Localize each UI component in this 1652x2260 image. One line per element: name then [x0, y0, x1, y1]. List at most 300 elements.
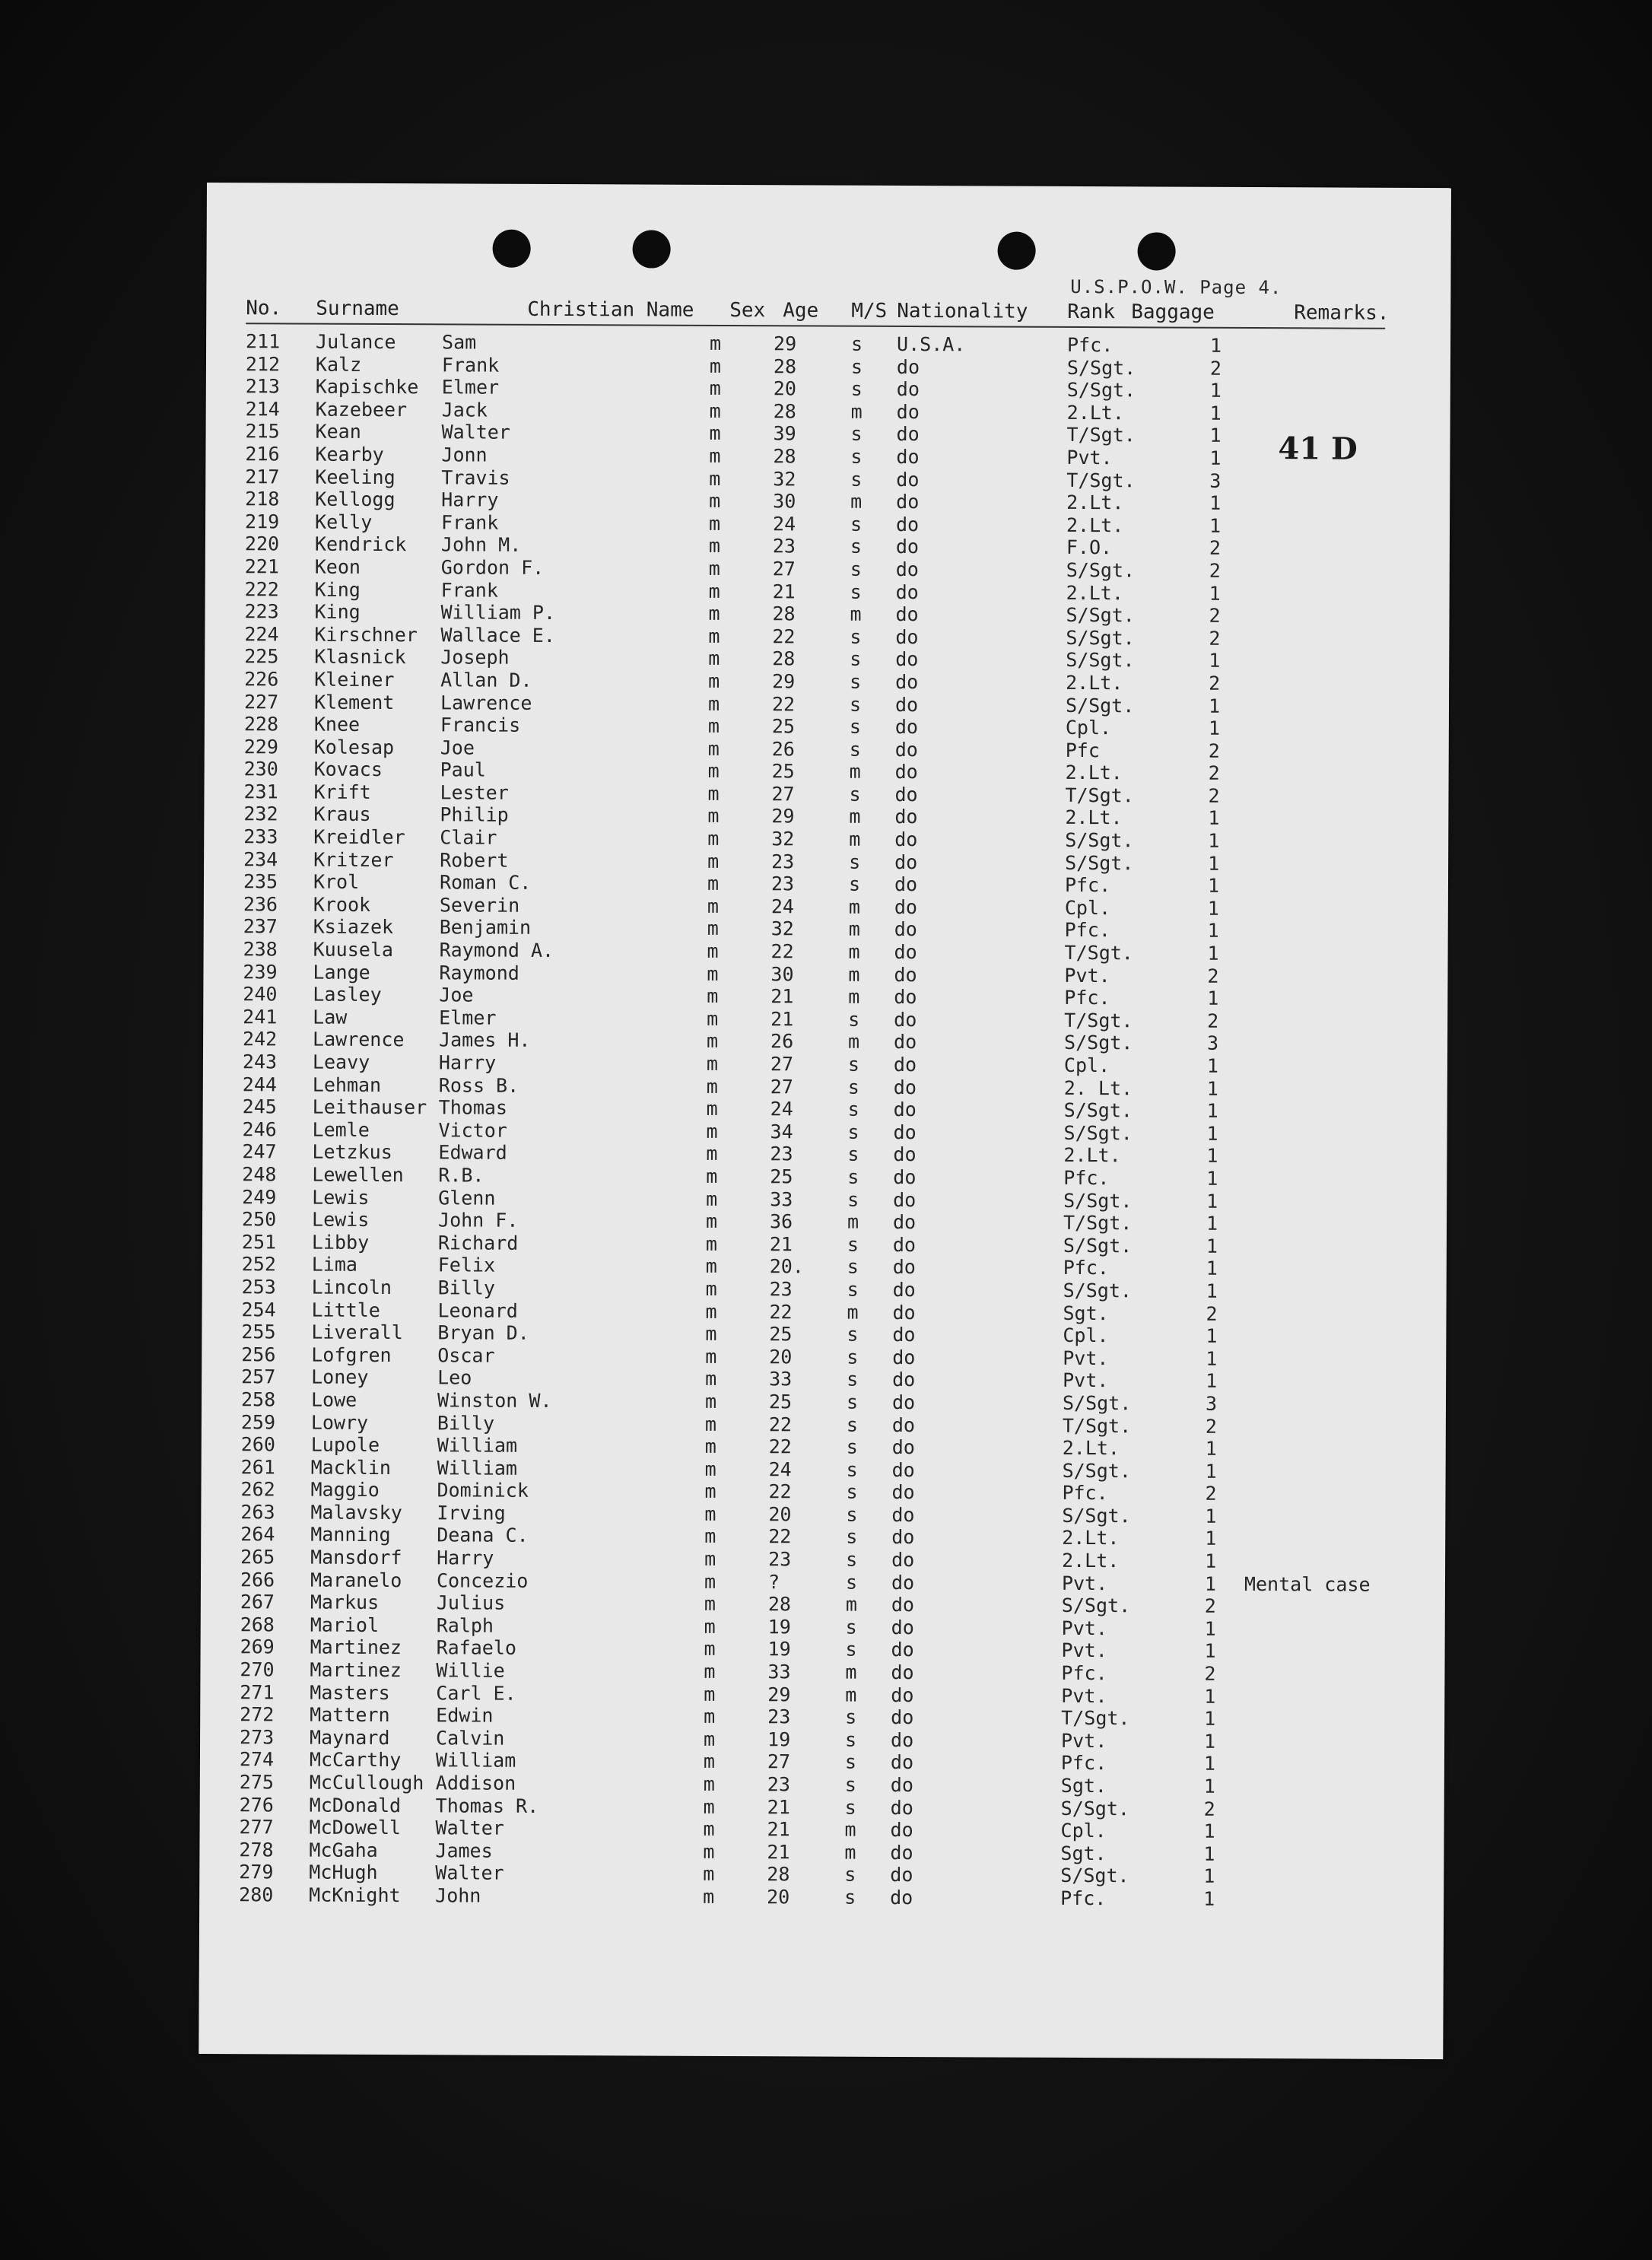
cell-age: 32	[773, 467, 796, 490]
cell-sex: m	[707, 714, 720, 738]
cell-marital-status: m	[845, 1593, 857, 1616]
cell-christian-name: Deana C.	[437, 1524, 529, 1547]
cell-age: 25	[770, 1165, 793, 1188]
cell-nationality: do	[896, 400, 920, 423]
cell-marital-status: s	[846, 1435, 858, 1458]
cell-sex: m	[704, 1570, 716, 1593]
cell-christian-name: Concezio	[436, 1569, 529, 1592]
cell-baggage: 1	[1208, 829, 1220, 852]
cell-sex: m	[706, 1187, 718, 1210]
cell-rank: T/Sgt.	[1062, 1414, 1132, 1437]
cell-christian-name: William	[435, 1749, 516, 1772]
page-stamp: 41 D	[1278, 431, 1358, 467]
cell-marital-status: s	[849, 693, 862, 716]
cell-surname: Mattern	[310, 1703, 390, 1727]
cell-rank: S/Sgt.	[1066, 379, 1136, 402]
cell-marital-status: s	[844, 1864, 856, 1887]
cell-sex: m	[703, 1885, 715, 1908]
cell-surname: Loney	[311, 1365, 369, 1389]
cell-age: 32	[771, 828, 795, 850]
cell-baggage: 1	[1209, 379, 1222, 402]
cell-rank: F.O.	[1066, 536, 1113, 559]
cell-nationality: do	[892, 1233, 917, 1256]
cell-marital-status: s	[850, 355, 863, 378]
cell-christian-name: Ross B.	[438, 1073, 519, 1097]
cell-row-number: 245	[242, 1095, 277, 1118]
cell-surname: Kovacs	[313, 758, 383, 781]
cell-surname: Kean	[315, 421, 361, 443]
cell-marital-status: s	[849, 850, 861, 873]
cell-christian-name: Robert	[440, 849, 509, 872]
cell-row-number: 239	[243, 960, 278, 984]
cell-row-number: 265	[240, 1546, 275, 1569]
cell-surname: Lange	[313, 961, 370, 984]
cell-age: 19	[767, 1616, 791, 1639]
cell-sex: m	[703, 1795, 715, 1818]
cell-surname: Manning	[310, 1524, 391, 1546]
cell-baggage: 1	[1208, 807, 1220, 830]
cell-rank: Pfc.	[1064, 987, 1110, 1009]
cell-marital-status: s	[849, 715, 862, 738]
cell-christian-name: Benjamin	[439, 916, 532, 939]
cell-surname: Knee	[313, 713, 361, 736]
cell-nationality: do	[894, 693, 919, 716]
cell-nationality: do	[893, 1165, 917, 1189]
cell-christian-name: Winston W.	[437, 1389, 552, 1412]
cell-marital-status: m	[848, 895, 860, 918]
cell-row-number: 268	[240, 1613, 275, 1636]
cell-surname: Lemle	[312, 1118, 370, 1141]
cell-marital-status: s	[847, 1053, 860, 1076]
cell-rank: S/Sgt.	[1062, 1391, 1132, 1415]
page-header: U.S.P.O.W. Page 4.	[1070, 275, 1282, 299]
cell-christian-name: Thomas R.	[435, 1794, 539, 1817]
cell-age: 28	[773, 354, 797, 377]
cell-marital-status: s	[847, 1076, 859, 1098]
cell-surname: Lewis	[312, 1186, 370, 1209]
cell-rank: 2.Lt.	[1066, 491, 1124, 514]
cell-sex: m	[707, 827, 720, 850]
cell-age: 20.	[769, 1255, 805, 1278]
cell-age: 19	[767, 1728, 791, 1751]
cell-christian-name: Frank	[441, 353, 500, 377]
cell-nationality: do	[895, 625, 919, 648]
cell-nationality: do	[894, 716, 919, 739]
col-header-baggage: Baggage	[1131, 300, 1215, 324]
cell-surname: Ksiazek	[313, 916, 394, 939]
cell-nationality: do	[892, 1278, 916, 1302]
cell-surname: Lewis	[311, 1208, 370, 1232]
cell-age: 36	[769, 1210, 793, 1233]
cell-christian-name: Jack	[441, 399, 488, 421]
cell-marital-status: s	[847, 1323, 859, 1346]
cell-surname: Keeling	[315, 466, 396, 488]
cell-christian-name: Calvin	[436, 1727, 505, 1750]
cell-row-number: 247	[242, 1140, 277, 1163]
cell-nationality: do	[891, 1639, 914, 1661]
cell-row-number: 251	[241, 1230, 277, 1254]
cell-baggage: 2	[1205, 1415, 1218, 1438]
cell-surname: Malavsky	[310, 1501, 402, 1524]
cell-marital-status: s	[850, 558, 862, 580]
cell-sex: m	[706, 1120, 718, 1143]
cell-baggage: 1	[1206, 1235, 1218, 1257]
cell-row-number: 246	[242, 1117, 277, 1141]
cell-marital-status: m	[848, 985, 860, 1008]
cell-baggage: 1	[1204, 1685, 1216, 1708]
cell-surname: Krol	[313, 870, 360, 894]
cell-rank: S/Sgt.	[1063, 1099, 1133, 1122]
cell-rank: Pfc.	[1067, 333, 1114, 357]
cell-marital-status: m	[844, 1818, 856, 1841]
cell-nationality: do	[896, 491, 920, 513]
cell-sex: m	[704, 1413, 717, 1435]
cell-surname: Kapischke	[315, 375, 419, 399]
cell-surname: Keon	[314, 555, 361, 578]
punch-hole	[493, 230, 531, 268]
cell-baggage: 1	[1203, 1865, 1215, 1888]
cell-row-number: 249	[242, 1185, 277, 1208]
cell-nationality: do	[892, 1301, 916, 1324]
cell-row-number: 237	[243, 915, 278, 938]
cell-row-number: 248	[242, 1163, 277, 1186]
cell-marital-status: m	[845, 1661, 857, 1683]
cell-row-number: 221	[244, 555, 280, 578]
cell-christian-name: Lester	[440, 781, 509, 804]
cell-row-number: 230	[243, 758, 278, 780]
cell-christian-name: Elmer	[441, 376, 500, 399]
cell-age: 23	[769, 1278, 793, 1301]
cell-baggage: 1	[1204, 1640, 1216, 1663]
cell-baggage: 1	[1210, 334, 1222, 357]
prisoner-list	[239, 330, 1432, 1911]
cell-christian-name: Felix	[437, 1254, 496, 1277]
col-header-remarks: Remarks.	[1294, 301, 1390, 325]
cell-nationality: do	[894, 918, 917, 941]
cell-nationality: do	[890, 1864, 913, 1887]
punch-hole	[1138, 232, 1176, 270]
cell-surname: Kraus	[313, 803, 371, 826]
cell-sex: m	[704, 1547, 716, 1570]
cell-age: 23	[768, 1548, 792, 1571]
cell-rank: Sgt.	[1060, 1774, 1107, 1798]
cell-rank: Sgt.	[1060, 1842, 1107, 1864]
cell-surname: Mariol	[310, 1613, 380, 1636]
cell-nationality: do	[896, 423, 920, 446]
cell-nationality: do	[891, 1413, 916, 1436]
cell-christian-name: William P.	[440, 601, 556, 625]
cell-marital-status: m	[850, 400, 863, 423]
cell-rank: T/Sgt.	[1066, 424, 1136, 447]
cell-surname: Martinez	[310, 1636, 402, 1659]
cell-baggage: 1	[1203, 1887, 1215, 1910]
cell-rank: Pfc.	[1062, 1482, 1108, 1505]
cell-surname: Lima	[311, 1253, 358, 1276]
cell-age: 27	[770, 1053, 794, 1076]
cell-row-number: 223	[244, 600, 279, 623]
cell-christian-name: Harry	[437, 1546, 494, 1569]
cell-row-number: 275	[239, 1771, 275, 1794]
cell-sex: m	[704, 1525, 716, 1548]
cell-age: 28	[767, 1863, 790, 1886]
cell-sex: m	[704, 1660, 716, 1683]
cell-rank: S/Sgt.	[1066, 626, 1135, 650]
cell-row-number: 222	[244, 577, 279, 600]
cell-baggage: 1	[1207, 897, 1219, 920]
cell-row-number: 238	[243, 938, 278, 961]
cell-row-number: 229	[243, 735, 278, 758]
cell-nationality: do	[895, 513, 920, 536]
cell-surname: Kalz	[315, 353, 362, 376]
cell-baggage: 1	[1207, 875, 1220, 898]
cell-christian-name: Dominick	[437, 1479, 529, 1502]
cell-sex: m	[708, 535, 721, 558]
cell-sex: m	[704, 1683, 716, 1705]
cell-rank: T/Sgt.	[1061, 1707, 1130, 1730]
cell-marital-status: s	[847, 1098, 859, 1120]
cell-surname: Krift	[313, 780, 371, 803]
cell-baggage: 1	[1206, 1212, 1218, 1235]
cell-christian-name: Joseph	[440, 646, 510, 669]
cell-marital-status: s	[849, 738, 861, 761]
cell-sex: m	[705, 1300, 717, 1323]
cell-nationality: do	[894, 806, 918, 828]
cell-surname: Lehman	[312, 1073, 382, 1096]
cell-baggage: 1	[1209, 582, 1221, 605]
cell-nationality: do	[891, 1503, 915, 1526]
cell-nationality: do	[890, 1796, 913, 1819]
cell-surname: Little	[311, 1298, 380, 1321]
cell-marital-status: s	[850, 580, 862, 603]
cell-row-number: 277	[239, 1816, 274, 1839]
cell-surname: Kuusela	[313, 938, 394, 962]
cell-age: 23	[770, 1143, 793, 1165]
cell-surname: McCarthy	[309, 1749, 402, 1772]
cell-sex: m	[704, 1705, 716, 1728]
cell-christian-name: William	[437, 1457, 518, 1480]
cell-rank: Pvt.	[1061, 1616, 1108, 1640]
cell-surname: Leithauser	[312, 1095, 427, 1119]
cell-marital-status: s	[847, 1256, 859, 1279]
cell-surname: Kreidler	[313, 825, 405, 849]
cell-marital-status: s	[846, 1548, 858, 1571]
cell-baggage: 1	[1206, 1167, 1218, 1190]
cell-nationality: do	[890, 1773, 913, 1797]
cell-surname: Markus	[310, 1591, 380, 1614]
cell-marital-status: s	[844, 1773, 856, 1796]
cell-surname: Leavy	[312, 1051, 370, 1073]
document-sheet	[199, 183, 1451, 2059]
cell-christian-name: Travis	[441, 466, 510, 489]
cell-rank: Cpl.	[1064, 896, 1111, 920]
cell-rank: S/Sgt.	[1060, 1864, 1129, 1887]
cell-christian-name: Rafaelo	[436, 1636, 517, 1660]
cell-marital-status: s	[850, 648, 862, 671]
cell-surname: Libby	[311, 1231, 370, 1254]
cell-marital-status: s	[846, 1503, 858, 1526]
cell-baggage: 3	[1207, 1032, 1219, 1055]
cell-christian-name: Walter	[435, 1817, 504, 1839]
cell-rank: S/Sgt.	[1064, 1031, 1133, 1054]
cell-christian-name: Bryan D.	[437, 1321, 529, 1344]
cell-sex: m	[708, 647, 720, 670]
cell-baggage: 2	[1203, 1798, 1215, 1820]
cell-sex: m	[708, 580, 720, 602]
cell-age: 27	[772, 558, 796, 580]
cell-surname: Lofgren	[311, 1343, 392, 1366]
cell-christian-name: Thomas	[438, 1096, 508, 1119]
cell-row-number: 231	[243, 780, 278, 803]
cell-baggage: 2	[1209, 537, 1222, 560]
cell-rank: S/Sgt.	[1066, 356, 1136, 379]
col-header-nationality: Nationality	[897, 299, 1028, 323]
cell-christian-name: Willie	[436, 1659, 505, 1682]
cell-rank: S/Sgt.	[1066, 649, 1135, 672]
cell-age: 20	[768, 1503, 792, 1526]
cell-nationality: do	[890, 1819, 913, 1842]
cell-nationality: do	[890, 1751, 914, 1774]
cell-baggage: 2	[1209, 559, 1221, 582]
cell-nationality: do	[891, 1661, 914, 1684]
cell-sex: m	[708, 557, 720, 580]
cell-baggage: 2	[1207, 1009, 1219, 1032]
cell-age: 34	[770, 1120, 793, 1143]
cell-sex: m	[703, 1863, 715, 1886]
cell-age: 21	[767, 1841, 790, 1864]
cell-row-number: 243	[242, 1051, 278, 1073]
cell-sex: m	[708, 669, 720, 692]
cell-christian-name: Billy	[437, 1411, 495, 1435]
cell-nationality: do	[894, 873, 918, 896]
cell-nationality: do	[894, 963, 917, 986]
cell-nationality: do	[893, 1120, 917, 1143]
cell-age: 24	[768, 1457, 792, 1481]
cell-sex: m	[709, 490, 721, 513]
table-row	[239, 1883, 1425, 1911]
cell-surname: McGaha	[309, 1839, 378, 1861]
punch-hole	[998, 232, 1036, 270]
cell-age: 19	[767, 1638, 791, 1661]
cell-row-number: 259	[240, 1410, 276, 1433]
cell-surname: Martinez	[310, 1658, 402, 1682]
cell-sex: m	[707, 692, 720, 715]
cell-sex: m	[705, 1232, 718, 1255]
cell-rank: 2.Lt.	[1066, 671, 1123, 695]
cell-baggage: 2	[1208, 762, 1220, 785]
cell-rank: 2.Lt.	[1063, 1144, 1121, 1167]
cell-marital-status: m	[848, 940, 860, 963]
cell-marital-status: s	[844, 1886, 856, 1909]
cell-rank: S/Sgt.	[1065, 694, 1135, 717]
cell-baggage: 1	[1206, 1054, 1219, 1077]
cell-rank: S/Sgt.	[1062, 1459, 1131, 1483]
cell-row-number: 242	[243, 1028, 278, 1051]
cell-baggage: 1	[1204, 1617, 1216, 1640]
cell-row-number: 278	[239, 1838, 274, 1861]
cell-age: 22	[771, 692, 796, 715]
cell-remarks: Mental case	[1244, 1572, 1371, 1596]
cell-sex: m	[710, 332, 722, 354]
cell-christian-name: Francis	[440, 714, 521, 736]
cell-nationality: do	[894, 986, 917, 1009]
cell-row-number: 227	[243, 690, 279, 713]
cell-row-number: 258	[240, 1388, 276, 1411]
cell-rank: Cpl.	[1060, 1820, 1107, 1842]
cell-nationality: do	[894, 1031, 917, 1054]
cell-nationality: do	[890, 1841, 913, 1864]
cell-nationality: do	[891, 1481, 915, 1504]
cell-marital-status: s	[848, 873, 861, 896]
cell-marital-status: m	[847, 1210, 859, 1233]
cell-christian-name: Allan D.	[440, 669, 532, 691]
cell-surname: Lawrence	[313, 1028, 405, 1051]
cell-marital-status: s	[850, 513, 863, 536]
cell-nationality: do	[892, 1211, 917, 1234]
cell-marital-status: m	[849, 806, 861, 828]
cell-row-number: 217	[245, 465, 280, 488]
cell-age: 33	[767, 1661, 791, 1683]
cell-age: 29	[767, 1683, 791, 1705]
cell-row-number: 252	[241, 1253, 277, 1276]
cell-marital-status: m	[845, 1683, 857, 1706]
cell-nationality: do	[891, 1728, 914, 1751]
cell-surname: Law	[313, 1006, 348, 1028]
cell-nationality: do	[891, 1526, 915, 1549]
cell-row-number: 273	[240, 1726, 275, 1749]
cell-baggage: 1	[1206, 1257, 1218, 1280]
cell-row-number: 228	[243, 713, 279, 736]
cell-age: 25	[771, 760, 795, 783]
cell-rank: 2.Lt.	[1066, 401, 1125, 424]
cell-age: 28	[767, 1593, 792, 1616]
col-header-age: Age	[783, 299, 819, 323]
cell-marital-status: m	[849, 760, 861, 784]
cell-rank: Pvt.	[1061, 1729, 1107, 1752]
cell-sex: m	[705, 1345, 717, 1368]
cell-surname: Lowe	[310, 1388, 357, 1411]
cell-christian-name: John	[435, 1884, 481, 1907]
cell-sex: m	[703, 1772, 715, 1795]
cell-age: 27	[770, 1075, 793, 1098]
punch-hole	[633, 230, 671, 268]
cell-baggage: 1	[1206, 1099, 1218, 1123]
cell-age: ?	[767, 1570, 780, 1593]
cell-surname: Kearby	[315, 443, 384, 466]
cell-row-number: 220	[244, 532, 280, 555]
cell-age: 21	[767, 1795, 790, 1818]
cell-christian-name: R.B.	[438, 1164, 484, 1187]
cell-baggage: 3	[1205, 1392, 1218, 1415]
cell-age: 23	[771, 850, 795, 873]
cell-christian-name: Edwin	[436, 1704, 494, 1727]
cell-rank: S/Sgt.	[1063, 1279, 1133, 1302]
cell-age: 28	[772, 647, 796, 670]
cell-surname: Masters	[310, 1681, 390, 1704]
cell-nationality: do	[891, 1571, 915, 1594]
cell-marital-status: s	[847, 1120, 859, 1143]
cell-row-number: 266	[240, 1568, 275, 1591]
col-header-rank: Rank	[1067, 300, 1115, 324]
cell-baggage: 1	[1207, 987, 1219, 1010]
cell-nationality: do	[895, 670, 919, 693]
cell-row-number: 269	[240, 1635, 275, 1658]
cell-baggage: 2	[1208, 739, 1220, 762]
cell-rank: 2.Lt.	[1065, 761, 1123, 784]
cell-nationality: do	[890, 1886, 913, 1909]
cell-row-number: 274	[239, 1748, 275, 1771]
cell-marital-status: s	[846, 1413, 859, 1436]
cell-row-number: 218	[245, 488, 280, 510]
